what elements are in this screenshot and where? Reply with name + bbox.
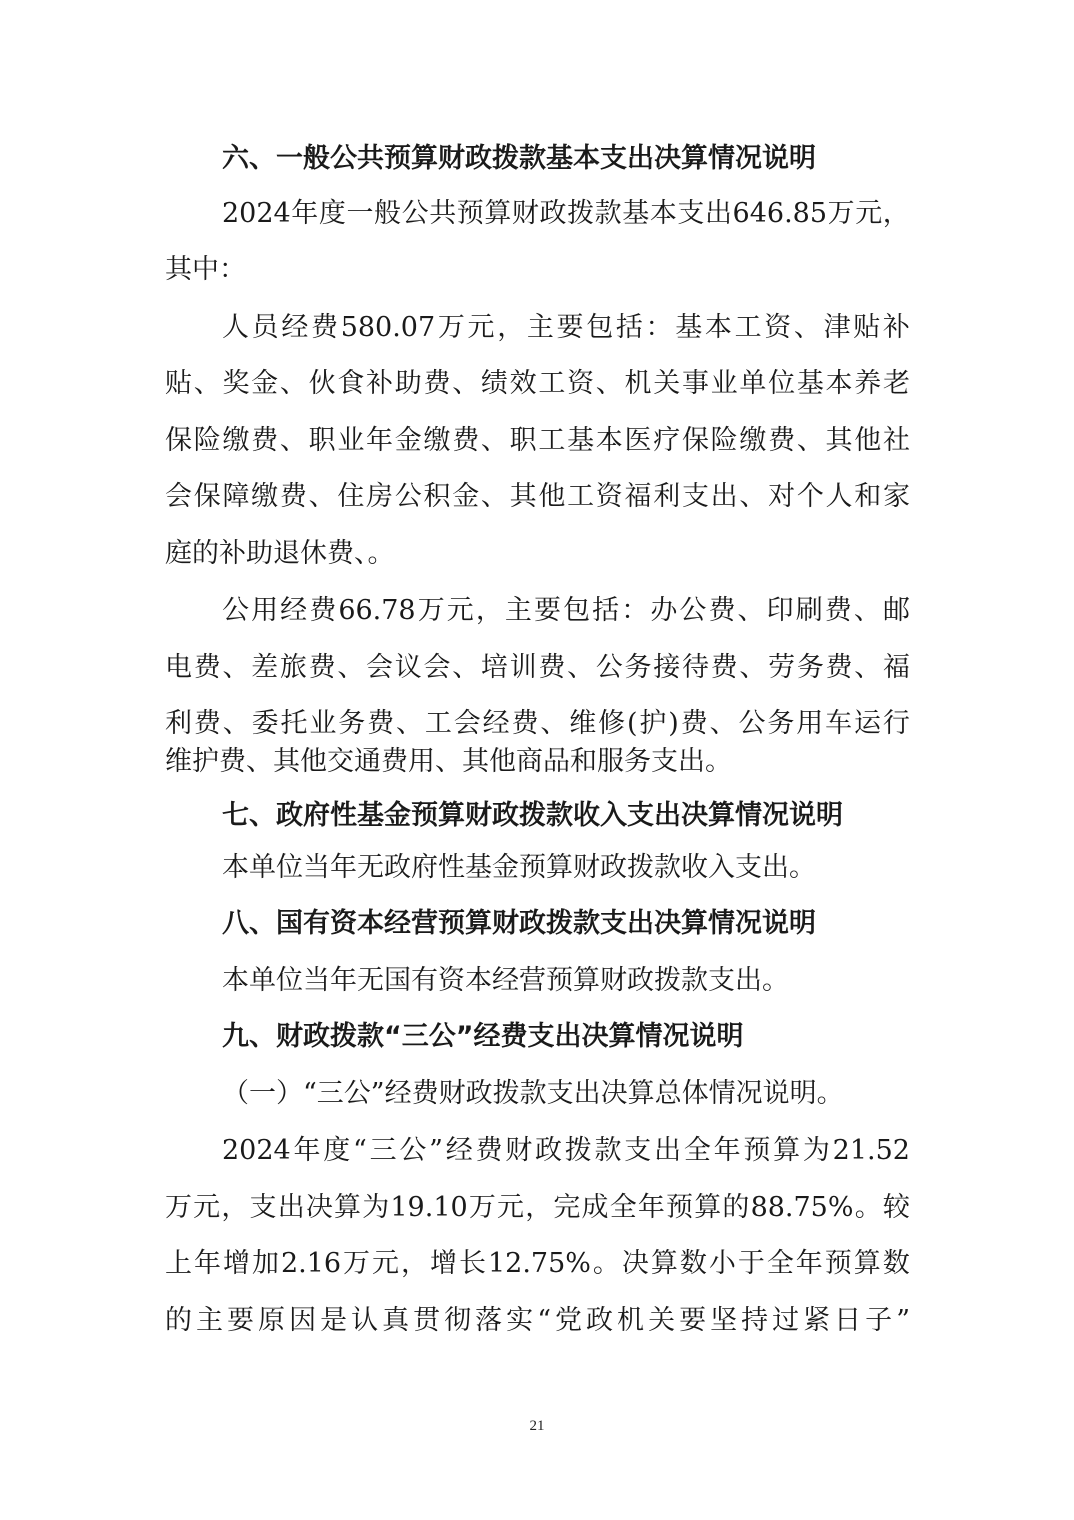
sub-heading: （一）“三公”经费财政拨款支出决算总体情况说明。	[222, 1078, 844, 1109]
paragraph-line: 维护费、其他交通费用、其他商品和服务支出。	[165, 746, 732, 777]
paragraph-line: 会 保 障 缴 费 、 住 房 公 积 金 、 其 他 工 资 福 利 支 出 、 对 个 人 和 家	[165, 481, 910, 512]
paragraph-line: 人 员 经 费 580.07 万 元 ， 主 要 包 括 ： 基 本 工 资 、 津 贴 补	[222, 312, 910, 343]
section-heading: 六、一般公共预算财政拨款基本支出决算情况说明	[222, 143, 816, 174]
paragraph-line: 上 年 增 加 2.16 万 元 ， 增 长 12.75% 。 决 算 数 小 于 全 年 预 算 数	[165, 1248, 910, 1279]
paragraph-line: 其中：	[165, 254, 246, 285]
paragraph-line: 公 用 经 费 66.78 万 元 ， 主 要 包 括 ： 办 公 费 、 印 刷 费 、 邮	[222, 595, 910, 626]
paragraph-line: 的 主 要 原 因 是 认 真 贯 彻 落 实 “ 党 政 机 关 要 坚 持 过 紧 日 子 ”	[165, 1305, 910, 1336]
paragraph-line: 保 险 缴 费 、 职 业 年 金 缴 费 、 职 工 基 本 医 疗 保 险 缴 费 、 其 他 社	[165, 425, 910, 456]
paragraph-line: 贴 、 奖 金 、 伙 食 补 助 费 、 绩 效 工 资 、 机 关 事 业 单 位 基 本 养 老	[165, 368, 910, 399]
paragraph-line: 2024 年 度 一 般 公 共 预 算 财 政 拨 款 基 本 支 出 646.85 万 元 ，	[222, 198, 910, 229]
paragraph-line: 万 元 ， 支 出 决 算 为 19.10 万 元 ， 完 成 全 年 预 算 的 88.75% 。 较	[165, 1192, 910, 1223]
section-heading: 八、国有资本经营预算财政拨款支出决算情况说明	[222, 908, 816, 939]
section-heading: 九、财政拨款“三公”经费支出决算情况说明	[222, 1021, 744, 1052]
paragraph-line: 本单位当年无政府性基金预算财政拨款收入支出。	[222, 852, 816, 883]
paragraph-line: 2024 年 度 “ 三 公 ” 经 费 财 政 拨 款 支 出 全 年 预 算 为 21.52	[222, 1135, 910, 1166]
page-number: 21	[529, 1418, 545, 1434]
paragraph-line: 利 费 、 委 托 业 务 费 、 工 会 经 费 、 维 修 ( 护 ) 费 、 公 务 用 车 运 行	[165, 708, 910, 739]
paragraph-line: 电 费 、 差 旅 费 、 会 议 会 、 培 训 费 、 公 务 接 待 费 、 劳 务 费 、 福	[165, 652, 910, 683]
section-heading: 七、政府性基金预算财政拨款收入支出决算情况说明	[222, 800, 843, 831]
paragraph-line: 本单位当年无国有资本经营预算财政拨款支出。	[222, 965, 789, 996]
paragraph-line: 庭的补助退休费、。	[165, 538, 395, 569]
